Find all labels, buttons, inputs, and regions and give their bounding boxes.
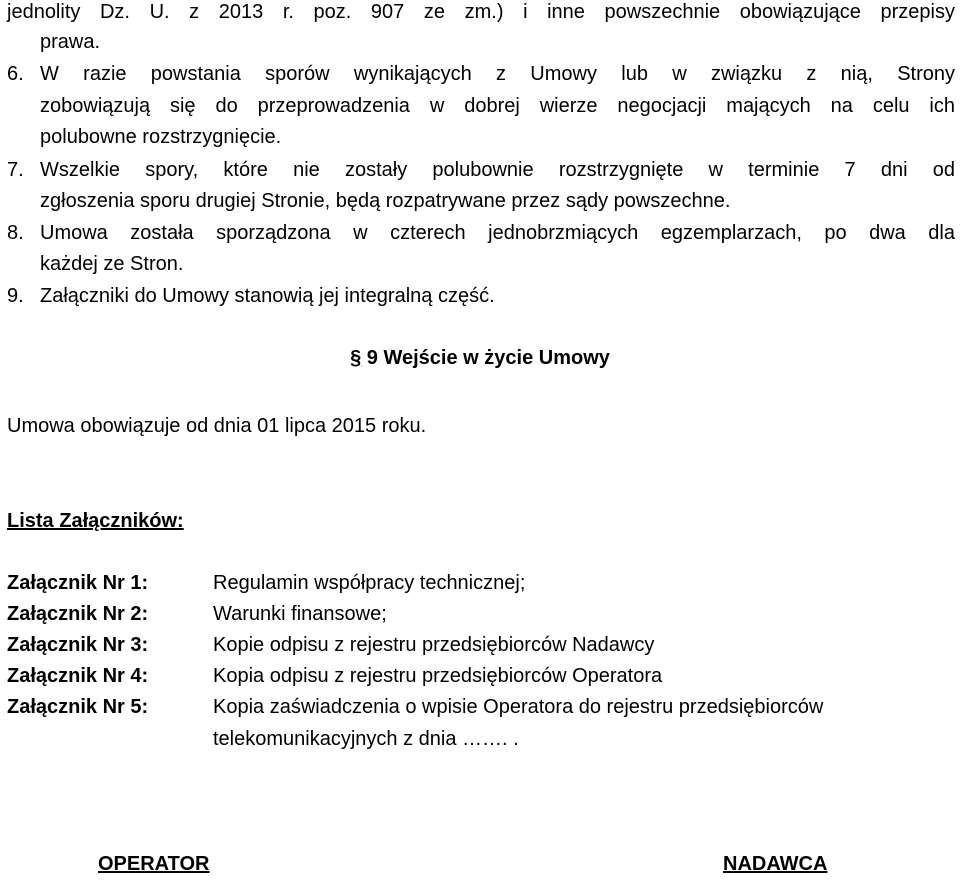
p7-line2: zgłoszenia sporu drugiej Stronie, będą rozpatrywane przez sądy powszechne. (40, 190, 731, 212)
attachment-desc-5: Kopia zaświadczenia o wpisie Operatora do rejestru przedsiębiorców (213, 696, 824, 718)
attachment-desc-4: Kopia odpisu z rejestru przedsiębiorców Operatora (213, 665, 663, 687)
attachment-label-3: Załącznik Nr 3: (7, 634, 149, 656)
attachments-heading: Lista Załączników: (7, 510, 184, 532)
attachment-label-4: Załącznik Nr 4: (7, 665, 149, 687)
attachment-label-1: Załącznik Nr 1: (7, 572, 149, 594)
section-title: 9 Wejście w życie Umowy (366, 347, 610, 369)
p8-line1: Umowa została sporządzona w czterech jednobrzmiących egzemplarzach, po dwa dla (40, 222, 955, 244)
section-symbol: § (350, 347, 362, 369)
nadawca-signature-label: NADAWCA (723, 853, 828, 875)
p7-number: 7. (7, 159, 24, 181)
attachment-desc-3: Kopie odpisu z rejestru przedsiębiorców Nadawcy (213, 634, 655, 656)
attachment-desc-2: Warunki finansowe; (213, 603, 387, 625)
p8-number: 8. (7, 222, 24, 244)
section-body: Umowa obowiązuje od dnia 01 lipca 2015 roku. (7, 415, 427, 437)
attachment-desc-5-cont: telekomunikacyjnych z dnia ……. . (213, 728, 519, 750)
p6-number: 6. (7, 63, 24, 85)
p5-tail-line1: jednolity Dz. U. z 2013 r. poz. 907 ze zm.) i inne powszechnie obowiązujące przepisy (7, 1, 955, 23)
p7-line1: Wszelkie spory, które nie zostały polubownie rozstrzygnięte w terminie 7 dni od (40, 159, 955, 181)
section-heading (0, 342, 960, 374)
p6-line3: polubowne rozstrzygnięcie. (40, 126, 282, 148)
p6-line1: W razie powstania sporów wynikających z Umowy lub w związku z nią, Strony (40, 63, 955, 85)
attachment-desc-1: Regulamin współpracy technicznej; (213, 572, 526, 594)
attachment-label-2: Załącznik Nr 2: (7, 603, 149, 625)
p6-line2: zobowiązują się do przeprowadzenia w dobrej wierze negocjacji mających na celu ich (40, 95, 955, 117)
p9-number: 9. (7, 285, 24, 307)
p8-line2: każdej ze Stron. (40, 253, 184, 275)
attachment-label-5: Załącznik Nr 5: (7, 696, 149, 718)
operator-signature-label: OPERATOR (98, 853, 210, 875)
p9-line1: Załączniki do Umowy stanowią jej integralną część. (40, 285, 495, 307)
p5-tail-line2: prawa. (40, 31, 101, 53)
